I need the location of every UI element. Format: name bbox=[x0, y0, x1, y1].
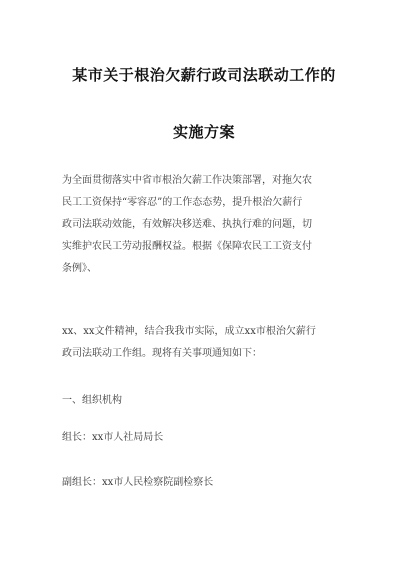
document-title-line-1: 某市关于根治欠薪行政司法联动工作的 bbox=[72, 66, 336, 84]
deputy-group-leader-line: 副组长：xx市人民检察院副检察长 bbox=[62, 477, 214, 488]
paragraph-basis bbox=[62, 321, 348, 365]
group-leader-line: 组长：xx市人社局局长 bbox=[62, 432, 164, 443]
paragraph-line: 民工工资保持“零容忍”的工作态态势，提升根治欠薪行 bbox=[62, 197, 303, 208]
paragraph-line: 政司法联动工作组。现将有关事项通知如下： bbox=[62, 348, 262, 359]
document-title-line-2: 实施方案 bbox=[172, 123, 235, 141]
paragraph-line: 为全面贯彻落实中省市根治欠薪工作决策部署，对拖欠农 bbox=[62, 175, 312, 186]
paragraph-line: 政司法联动效能，有效解决移送难、执执行难的问题，切 bbox=[62, 219, 312, 230]
paragraph-line: 实维护农民工劳动报酬权益。根据《保障农民工工资支付 bbox=[62, 241, 312, 252]
paragraph-intro bbox=[62, 170, 348, 280]
paragraph-line: xx、xx文件精神，结合我我市实际，成立xx市根治欠薪行 bbox=[62, 326, 316, 337]
section-heading-organization: 一、组织机构 bbox=[62, 395, 122, 406]
paragraph-line: 条例》、 bbox=[62, 263, 97, 274]
